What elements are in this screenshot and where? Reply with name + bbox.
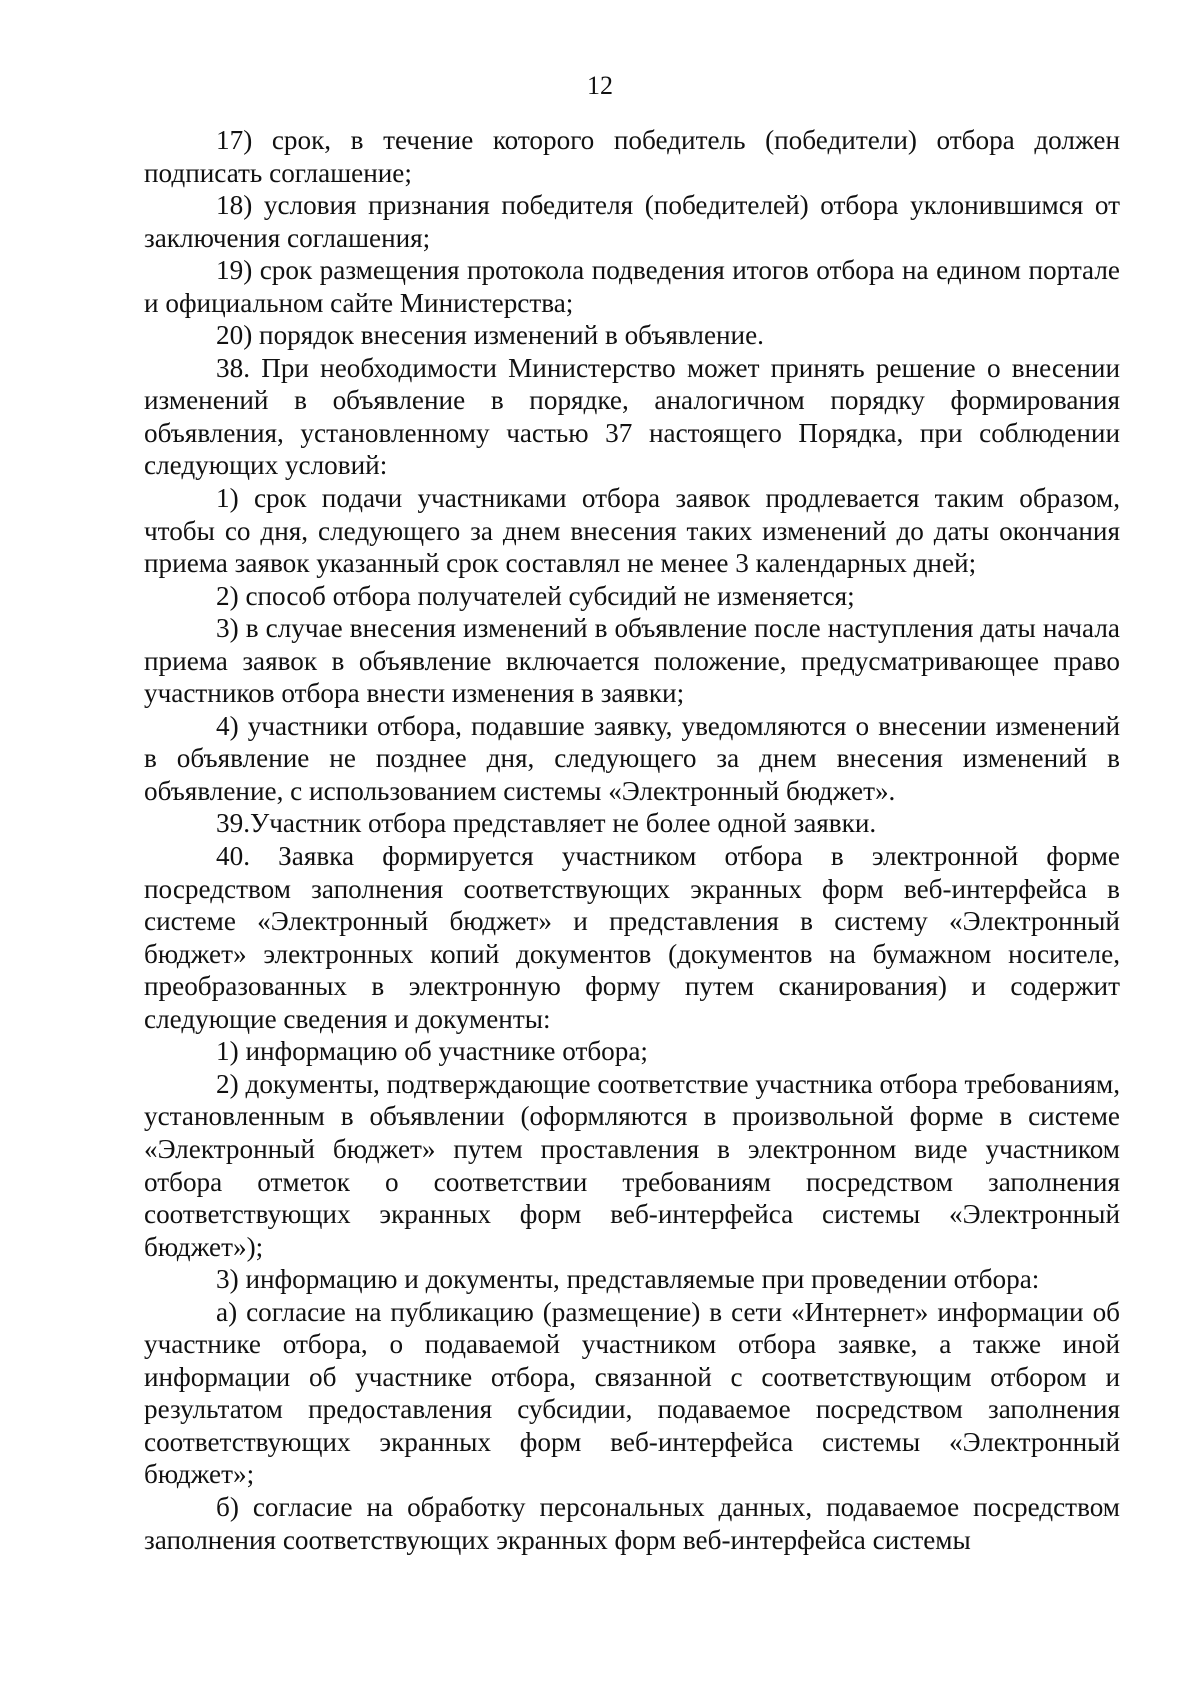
paragraph-item-17: 17) срок, в течение которого победитель (победители) отбора должен подписать соглашение; — [144, 125, 1120, 188]
paragraph-item-20: 20) порядок внесения изменений в объявление. — [216, 320, 764, 351]
paragraph-condition-4: 4) участники отбора, подавшие заявку, уведомляются о внесении изменений в объявление не позднее дня, следующего за днем внесения изменений в объявление, с использованием системы «Электронный бюджет». — [144, 710, 1120, 806]
paragraph-condition-2: 2) способ отбора получателей субсидий не изменяется; — [216, 580, 855, 611]
paragraph-content-1: 1) информацию об участнике отбора; — [216, 1036, 648, 1067]
paragraph-item-18: 18) условия признания победителя (победителей) отбора уклонившимся от заключения соглашения; — [144, 190, 1120, 253]
paragraph-condition-1: 1) срок подачи участниками отбора заявок продлевается таким образом, чтобы со дня, следующего за днем внесения таких изменений до даты окончания приема заявок указанный срок составлял не менее 3 календарных дней; — [144, 483, 1120, 579]
paragraph-subitem-b: б) согласие на обработку персональных данных, подаваемое посредством заполнения соответствующих экранных форм веб-интерфейса системы — [144, 1491, 1120, 1555]
paragraph-content-3: 3) информацию и документы, представляемые при проведении отбора: — [216, 1264, 1040, 1295]
paragraph-section-40: 40. Заявка формируется участником отбора в электронной форме посредством заполнения соответствующих экранных форм веб-интерфейса в системе «Электронный бюджет» и представления в систему «Электронный бюджет» электронных копий документов (документов на бумажном носителе, преобразованных в электронную форму путем сканирования) и содержит следующие сведения и документы: — [144, 841, 1120, 1034]
paragraph-condition-3: 3) в случае внесения изменений в объявление после наступления даты начала приема заявок в объявление включается положение, предусматривающее право участников отбора внести изменения в заявки; — [144, 613, 1120, 709]
page-number: 12 — [587, 71, 613, 100]
document-body — [144, 124, 1120, 1556]
paragraph-subitem-a: а) согласие на публикацию (размещение) в сети «Интернет» информации об участнике отбора, о подаваемой участником отбора заявке, а также иной информации об участнике отбора, связанной с соответствующим отбором и результатом предоставления субсидии, подаваемое посредством заполнения соответствующих экранных форм веб-интерфейса системы «Электронный бюджет»; — [144, 1296, 1120, 1490]
paragraph-item-19: 19) срок размещения протокола подведения итогов отбора на едином портале и официальном сайте Министерства; — [144, 255, 1120, 318]
paragraph-section-39: 39.Участник отбора представляет не более одной заявки. — [216, 808, 877, 839]
paragraph-content-2: 2) документы, подтверждающие соответствие участника отбора требованиям, установленным в объявлении (оформляются в произвольной форме в системе «Электронный бюджет» путем проставления в электронном виде участником отбора отметок о соответствии требованиям посредством заполнения соответствующих экранных форм веб-интерфейса системы «Электронный бюджет»); — [144, 1068, 1120, 1262]
paragraph-section-38: 38. При необходимости Министерство может принять решение о внесении изменений в объявление в порядке, аналогичном порядку формирования объявления, установленному частью 37 настоящего Порядка, при соблюдении следующих условий: — [144, 352, 1120, 481]
